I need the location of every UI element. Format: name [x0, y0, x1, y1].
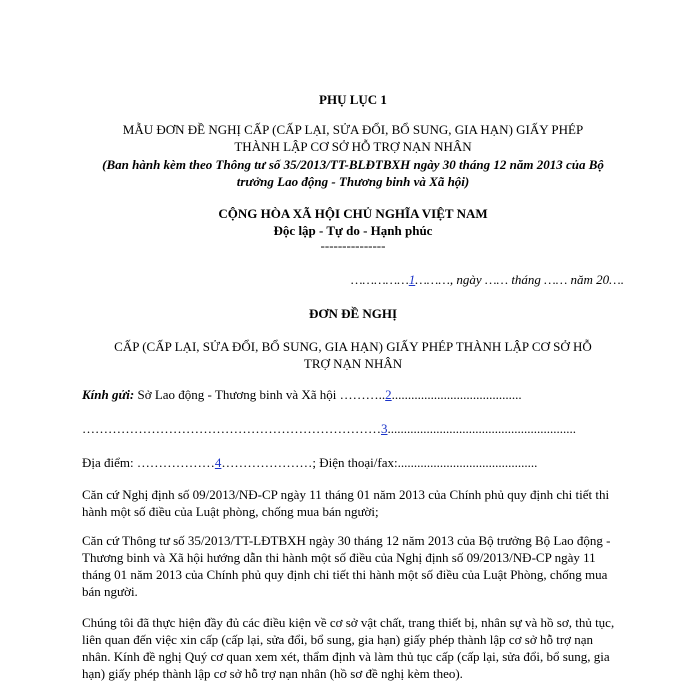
location-tail: …………………; Điện thoại/fax:........................................... [221, 455, 538, 470]
form-title-line-2: THÀNH LẬP CƠ SỞ HỖ TRỢ NẠN NHÂN [234, 139, 472, 154]
petition-title: ĐƠN ĐỀ NGHỊ [308, 306, 398, 321]
recipient-text: Sở Lao động - Thương binh và Xã hội ……….. [134, 387, 386, 402]
location-prefix: Địa điểm: ……………… [82, 455, 215, 470]
issued-note-line-2: trưởng Lao động - Thương binh và Xã hội) [236, 174, 470, 189]
national-motto: Độc lập - Tự do - Hạnh phúc [273, 223, 433, 238]
organization-line [82, 420, 624, 437]
issued-note-line-1: (Ban hành kèm theo Thông tư số 35/2013/TT-BLĐTBXH ngày 30 tháng 12 năm 2013 của Bộ [102, 157, 604, 172]
footnote-link-3[interactable]: 3 [381, 421, 388, 436]
date-line-suffix: ………, ngày …… tháng …… năm 20…. [415, 272, 624, 287]
recipient-label: Kính gửi: [82, 387, 135, 402]
footnote-link-4[interactable]: 4 [214, 455, 222, 470]
footnote-link-2[interactable]: 2 [385, 387, 392, 402]
paragraph-circular: Căn cứ Thông tư số 35/2013/TT-LĐTBXH ngày 30 tháng 12 năm 2013 của Bộ trưởng Bộ Lao động - Thương binh và Xã hội hướng dẫn thi hành một số điều của Nghị định số 09/2013/NĐ-CP ngày 11 tháng 01 năm 2013 của Chính phủ quy định chi tiết thi hành một số điều của Luật Phòng, chống mua bán người. [82, 533, 611, 599]
footnote-link-1[interactable]: 1 [408, 272, 416, 287]
organization-line-prefix: …………………………………………………………… [82, 421, 381, 436]
paragraph-request: Chúng tôi đã thực hiện đầy đủ các điều kiện về cơ sở vật chất, trang thiết bị, nhân sự và hồ sơ, thủ tục, liên quan đến việc xin cấp (cấp lại, sửa đổi, bổ sung, gia hạn) giấy phép thành lập cơ sở hỗ trợ nạn nhân. Kính đề nghị Quý cơ quan xem xét, thẩm định và làm thủ tục cấp (cấp lại, sửa đổi, bổ sung, gia hạn) giấy phép thành lập cơ sở hỗ trợ nạn nhân (hồ sơ đề nghị kèm theo). [82, 615, 615, 681]
recipient-line [82, 386, 624, 403]
date-line [82, 271, 624, 288]
organization-line-tail: .......................................................... [387, 421, 576, 436]
motto-divider: --------------- [320, 238, 386, 253]
location-line [82, 454, 624, 471]
recipient-tail: ........................................ [391, 387, 522, 402]
paragraph-decree: Căn cứ Nghị định số 09/2013/NĐ-CP ngày 11 tháng 01 năm 2013 của Chính phủ quy định chi tiết thi hành một số điều của Luật phòng, chống mua bán người; [82, 487, 610, 519]
form-title [82, 121, 624, 155]
petition-subtitle [82, 338, 624, 372]
petition-subtitle-line-1: CẤP (CẤP LẠI, SỬA ĐỔI, BỔ SUNG, GIA HẠN) GIẤY PHÉP THÀNH LẬP CƠ SỞ HỖ [114, 339, 592, 354]
appendix-heading: PHỤ LỤC 1 [319, 92, 387, 107]
issued-note [82, 156, 624, 190]
petition-subtitle-line-2: TRỢ NẠN NHÂN [303, 356, 403, 371]
country-name: CỘNG HÒA XÃ HỘI CHỦ NGHĨA VIỆT NAM [218, 206, 488, 221]
date-line-prefix: …………… [350, 272, 409, 287]
form-title-line-1: MẪU ĐƠN ĐỀ NGHỊ CẤP (CẤP LẠI, SỬA ĐỔI, BỔ SUNG, GIA HẠN) GIẤY PHÉP [122, 122, 584, 137]
